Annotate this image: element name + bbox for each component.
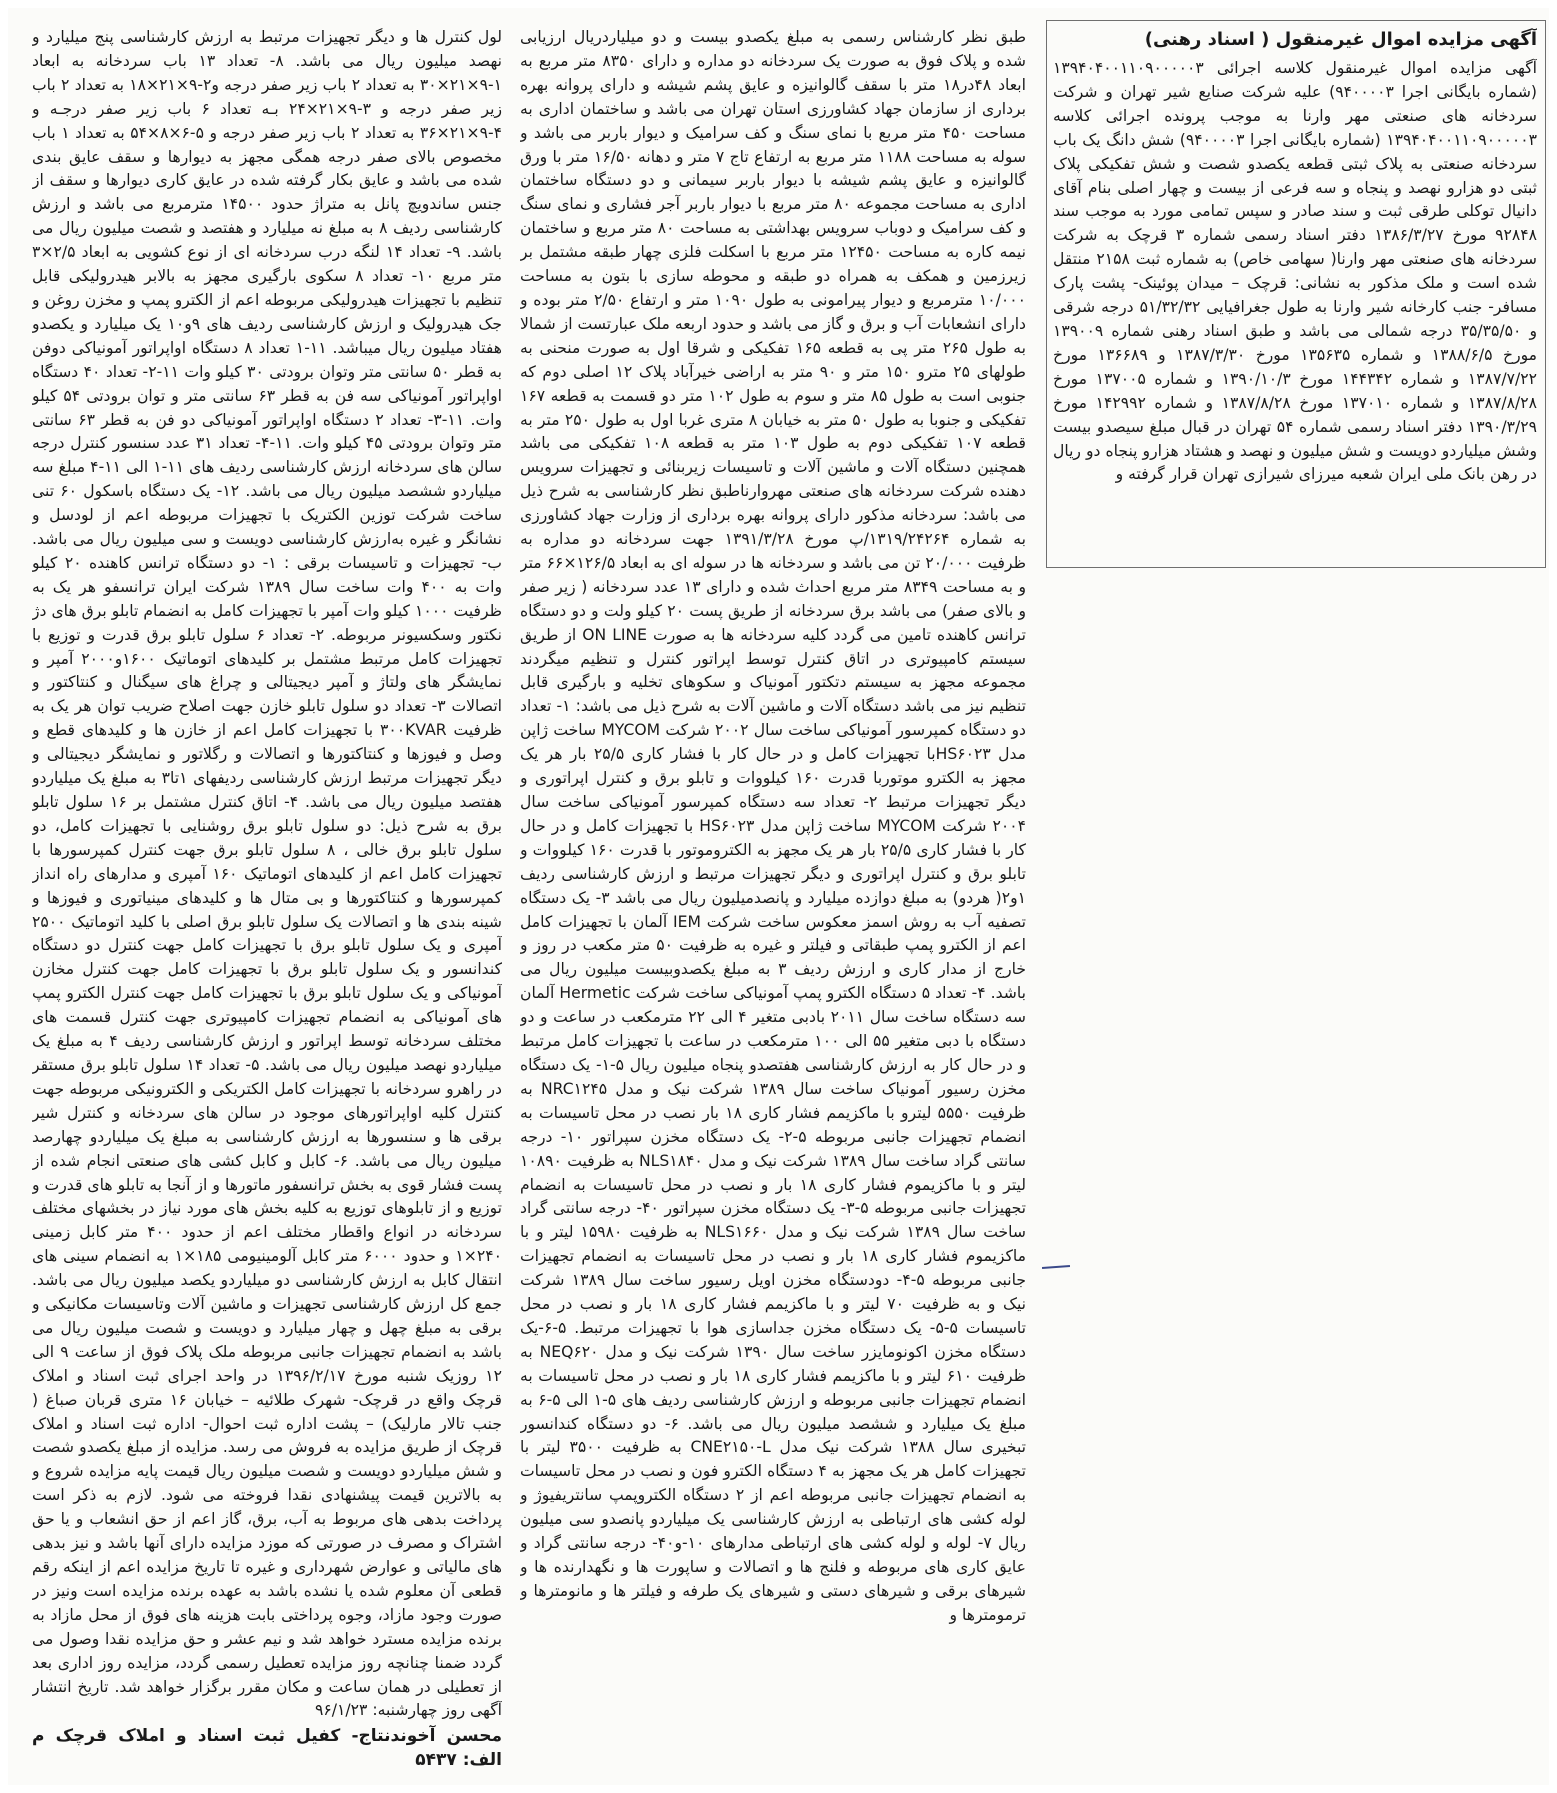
notice-column-middle (520, 26, 1026, 1776)
notice-body-left: لول کنترل ها و دیگر تجهیزات مرتبط به ارزش کارشناسی پنج میلیارد و نهصد میلیون ریال می باشد. ۸- تعداد ۱۳ باب سردخانه به ابعاد ۱-۹×۲۱×۳۰ به تعداد ۲ باب زیر صفر درجه و۲-۹×۲۱×۱۸ به تعداد ۲ باب زیر صفر درجه و ۳-۹×۲۱×۲۴ بـه تعداد ۶ باب زیر صفر درجـه و ۴-۹×۲۱×۳۶ به تعداد ۲ باب زیر صفر درجه و ۵-۶×۸×۵۴ به تعداد ۱ باب مخصوص بالای صفر درجه همگی مجهز به دیوارها و سقف عایق بندی شده می باشد و عایق بکار گرفته شده در عایق کاری دیوارها و سقف از جنس ساندویچ پانل به متراژ حدود ۱۴۵۰۰ مترمربع می باشد و ارزش کارشناسی ردیف ۸ به مبلغ نه میلیارد و هفتصد و شصت میلیون ریال می باشد. ۹- تعداد ۱۴ لنگه درب سردخانه ای از نوع کشویی به ابعاد ۲/۵×۳ متر مربع ۱۰- تعداد ۸ سکوی بارگیری مجهز به بالابر هیدرولیکی قابل تنظیم با تجهیزات هیدرولیکی مربوطه اعم از الکترو پمپ و مخزن روغن و جک هیدرولیک و ارزش کارشناسی ردیف های ۹و۱۰ یک میلیارد و یکصدو هفتاد میلیون ریال میباشد. ۱۱-۱ تعداد ۸ دستگاه اواپراتور آمونیاکی دوفن به قطر ۵۰ سانتی متر وتوان برودتی ۳۰ کیلو وات ۱۱-۲- تعداد ۴۰ دستگاه اواپراتور آمونیاکی سه فن به قطر ۶۳ سانتی متر و توان برودتی ۵۴ کیلو وات. ۱۱-۳- تعداد ۲ دستگاه اواپراتور آمونیاکی دو فن به قطر ۶۳ سانتی متر وتوان برودتی ۴۵ کیلو وات. ۱۱-۴- تعداد ۳۱ عدد سنسور کنترل درجه سالن های سردخانه ارزش کارشناسی ردیف های ۱۱-۱ الی ۱۱-۴ مبلغ سه میلیاردو ششصد میلیون ریال می باشد. ۱۲- یک دستگاه باسکول ۶۰ تنی ساخت شرکت توزین الکتریک با تجهیزات مربوطه اعم از لودسل و نشانگر و غیره به‌ارزش کارشناسی دویست و سی میلیون ریال می باشد. ب- تجهیزات و تاسیسات برقی : ۱- دو دستگاه ترانس کاهنده ۲۰ کیلو وات به ۴۰۰ وات ساخت سال ۱۳۸۹ شرکت ایران ترانسفو هر یک به ظرفیت ۱۰۰۰ کیلو وات آمپر با تجهیزات کامل به انضمام تابلو برق های دژ نکتور وسکسیونر مربوطه. ۲- تعداد ۶ سلول تابلو برق قدرت و توزیع با تجهیزات کامل مرتبط مشتمل بر کلیدهای اتوماتیک ۱۶۰۰و۲۰۰۰ آمپر و نمایشگر های ولتاژ و آمپر دیجیتالی و چراغ های سیگنال و کنتاکتور و اتصالات ۳- تعداد دو سلول تابلو خازن جهت اصلاح ضریب توان هر یک به ظرفیت ۳۰۰KVAR با تجهیزات کامل اعم از خازن ها و کلیدهای قطع و وصل و فیوزها و کنتاکتورها و اتصالات و رگلاتور و نمایشگر دیجیتالی و دیگر تجهیزات مرتبط ارزش کارشناسی ردیفهای ۱تا۳ به مبلغ یک میلیاردو هفتصد میلیون ریال می باشد. ۴- اتاق کنترل مشتمل بر ۱۶ سلول تابلو برق به شرح ذیل: دو سلول تابلو برق روشنایی با تجهیزات کامل، دو سلول تابلو برق خالی ، ۸ سلول تابلو برق جهت کنترل کمپرسورها با تجهیزات کامل اعم از کلیدهای اتوماتیک ۱۶۰ آمپری و مدارهای راه انداز کمپرسورها و کنتاکتورها و بی متال ها و کلیدهای مینیاتوری و فیوزها و شینه بندی ها و اتصالات یک سلول تابلو برق اصلی با کلید اتوماتیک ۲۵۰۰ آمپری و یک سلول تابلو برق با تجهیزات کامل جهت کنترل دو دستگاه کندانسور و یک سلول تابلو برق با تجهیزات کامل جهت کنترل مخازن آمونیاکی و یک سلول تابلو برق با تجهیزات کامل جهت کنترل الکترو پمپ های آمونیاکی به انضمام تجهیزات کامپیوتری جهت کنترل قسمت های مختلف سردخانه توسط اپراتور و ارزش کارشناسی ردیف ۴ به مبلغ یک میلیاردو نهصد میلیون ریال می باشد. ۵- تعداد ۱۴ سلول تابلو برق مستقر در راهرو سردخانه با تجهیزات کامل الکتریکی و الکترونیکی مربوطه جهت کنترل کلیه اواپراتورهای موجود در سالن های سردخانه و کنترل شیر برقی ها و سنسورها به ارزش کارشناسی به مبلغ یک میلیاردو چهارصد میلیون ریال می باشد. ۶- کابل و کابل کشی های صنعتی انجام شده از پست فشار قوی به بخش ترانسفور ماتورها و از آنجا به تابلو های قدرت و توزیع و از تابلوهای توزیع به کلیه بخش های مورد نیاز در بخشهای مختلف سردخانه در انواع واقطار مختلف اعم از حدود ۴۰۰ متر کابل زمینی ۲۴۰×۱ و حدود ۶۰۰۰ متر کابل آلومینیومی ۱۸۵×۱ به انضمام سینی های انتقال کابل به ارزش کارشناسی دو میلیاردو یکصد میلیون ریال می باشد. جمع کل ارزش کارشناسی تجهیزات و ماشین آلات وتاسیسات مکانیکی و برقی به مبلغ چهل و چهار میلیارد و دویست و شصت میلیون ریال می باشد به انضمام تجهیزات جانبی مربوطه ملک پلاک فوق از ساعت ۹ الی ۱۲ روزیک شنبه مورخ ۱۳۹۶/۲/۱۷ در واحد اجرای ثبت اسناد و املاک قرچک واقع در قرچک- شهرک طلائیه – خیابان ۱۶ متری قربان صباغ ( جنب تالار مارلیک) – پشت اداره ثبت احوال- اداره ثبت اسناد و املاک قرچک از طریق مزایده به فروش می رسد. مزایده از مبلغ یکصدو شصت و شش میلیاردو دویست و شصت میلیون ریال قیمت پایه مزایده شروع و به بالاترین قیمت پیشنهادی نقدا فروخته می شود. لازم به ذکر است پرداخت بدهی های مربوط به آب، برق، گاز اعم از حق انشعاب و یا حق اشتراک و مصرف در صورتی که موزد مزایده دارای آنها باشد و نیز بدهی های مالیاتی و عوارض شهرداری و غیره تا تاریخ مزایده اعم از اینکه رقم قطعی آن معلوم شده یا نشده باشد به عهده برنده مزایده است ونیز در صورت وجود مازاد، وجوه پرداختی بابت هزینه های فوق از محل مازاد به برنده مزایده مسترد خواهد شد و نیم عشر و حق مزایده نقدا وصول می گردد ضمنا چنانچه روز مزایده تعطیل رسمی گردد، مزایده روز اداری بعد از تعطیلی در همان ساعت و مکان مقرر برگزار خواهد شد. تاریخ انتشار آگهی روز چهارشنبه: ۹۶/۱/۲۳ (32, 28, 502, 1720)
notice-header-box (1046, 20, 1546, 568)
notice-signature: محسن آخوندنتاج- کفیل ثبت اسناد و املاک قرچک م الف: ۵۴۳۷ (32, 1726, 502, 1771)
pen-mark (1042, 1265, 1070, 1269)
notice-column-left (32, 26, 502, 1776)
notice-body-middle: طبق نظر کارشناس رسمی به مبلغ یکصدو بیست و دو میلیاردریال ارزیابی شده و پلاک فوق به صورت یک سردخانه دو مداره و دارای ۸۳۵۰ متر مربع به ابعاد ۴۸در۱۸ متر با سقف گالوانیزه و عایق پشم شیشه و دارای پروانه بهره برداری از سازمان جهاد کشاورزی استان تهران می باشد و ساختمان اداری به مساحت ۴۵۰ متر مربع با نمای سنگ و کف سرامیک و دیوار باربر می باشد و سوله به مساحت ۱۱۸۸ متر مربع به ارتفاع تاج ۷ متر و دهانه ۱۶/۵۰ متر با ورق گالوانیزه و عایق پشم شیشه با دیوار باربر سیمانی و دو دستگاه ساختمان اداری به مساحت مجموعه ۸۰ متر مربع با دیوار باربر آجر فشاری و نمای سنگ و کف سرامیک و دوباب سرویس بهداشتی به مساحت ۸۰ متر مربع و ساختمان نیمه کاره به مساحت ۱۲۴۵۰ متر مربع با اسکلت فلزی چهار طبقه مشتمل بر زیرزمین و همکف به همراه دو طبقه و محوطه سازی با بتون به مساحت ۱۰/۰۰۰ مترمربع و دیوار پیرامونی به طول ۱۰۹۰ متر و ارتفاع ۲/۵۰ متر بوده و دارای انشعابات آب و برق و گاز می باشد و حدود اربعه ملک عبارتست از شمالا به طول ۲۶۵ متر پی به قطعه ۱۶۵ تفکیکی و شرقا اول به صورت منحنی به طولهای ۲۵ مترو ۱۵۰ متر و ۹۰ متر به اراضی خیرآباد پلاک ۱۲ اصلی دوم که جنوبی است به طول ۸۵ متر و سوم به طول ۱۰۲ متر دو قسمت به قطعه ۱۶۷ تفکیکی و جنوبا به طول ۵۰ متر به خیابان ۸ متری غربا اول به طول ۲۵۰ متر به قطعه ۱۰۷ تفکیکی دوم به طول ۱۰۳ متر به قطعه ۱۰۸ تفکیکی می باشد همچنین دستگاه آلات و ماشین آلات و تاسیسات زیربنائی و تجهیزات سرویس دهنده شرکت سردخانه های صنعتی مهروارناطبق نظر کارشناسی به شرح ذیل می باشد: سردخانه مذکور دارای پروانه بهره برداری از وزارت جهاد کشاورزی به شماره ۱۳۱۹/۲۴۲۶۴/پ مورخ ۱۳۹۱/۳/۲۸ جهت سردخانه دو مداره به ظرفیت ۲۰/۰۰۰ تن می باشد و سردخانه ها در سوله ای به ابعاد ۱۲۶/۵×۶۶ متر و به مساحت ۸۳۴۹ متر مربع احداث شده و دارای ۱۳ عدد سردخانه ( زیر صفر و بالای صفر) می باشد برق سردخانه از طریق پست ۲۰ کیلو ولت و دو دستگاه ترانس کاهنده تامین می گردد کلیه سردخانه ها به صورت ON LINE از طریق سیستم کامپیوتری در اتاق کنترل توسط اپراتور کنترل و تنظیم میگردند مجموعه مجهز به سیستم دتکتور آمونیاک و سکوهای تخلیه و بارگیری قابل تنظیم نیز می باشد دستگاه آلات و ماشین آلات به شرح ذیل می باشد: ۱- تعداد دو دستگاه کمپرسور آمونیاکی ساخت سال ۲۰۰۲ شرکت MYCOM ساخت ژاپن مدل HS۶۰۲۳با تجهیزات کامل و در حال کار با فشار کاری ۲۵/۵ بار هر یک مجهز به الکترو موتوربا قدرت ۱۶۰ کیلووات و تابلو برق و کنترل اپراتوری و دیگر تجهیزات مرتبط ۲- تعداد سه دستگاه کمپرسور آمونیاکی ساخت سال ۲۰۰۴ شرکت MYCOM ساخت ژاپن مدل HS۶۰۲۳ با تجهیزات کامل و در حال کار با فشار کاری ۲۵/۵ بار هر یک مجهز به الکتروموتور با قدرت ۱۶۰ کیلووات و تابلو برق و کنترل اپراتوری و دیگر تجهیزات مرتبط و ارزش کارشناسی ردیف ۱و۲( هردو) به مبلغ دوازده میلیارد و پانصدمیلیون ریال می باشد ۳- یک دستگاه تصفیه آب به روش اسمز معکوس ساخت شرکت IEM آلمان با تجهیزات کامل اعم از الکترو پمپ طبقاتی و فیلتر و غیره به ظرفیت ۵۰ متر مکعب در روز و خارج از مدار کاری و ارزش ردیف ۳ به مبلغ یکصدوبیست میلیون ریال می باشد. ۴- تعداد ۵ دستگاه الکترو پمپ آمونیاکی ساخت شرکت Hermetic آلمان سه دستگاه ساخت سال ۲۰۱۱ بادبی متغیر ۴ الی ۲۲ مترمکعب در ساعت و دو دستگاه با دبی متغیر ۵۵ الی ۱۰۰ مترمکعب در ساعت با تجهیزات کامل مرتبط و در حال کار به ارزش کارشناسی هفتصدو پنجاه میلیون ریال ۵-۱- یک دستگاه مخزن رسیور آمونیاک ساخت سال ۱۳۸۹ شرکت نیک و مدل NRC۱۲۴۵ به ظرفیت ۵۵۵۰ لیترو با ماکزیمم فشار کاری ۱۸ بار نصب در محل تاسیسات به انضمام تجهیزات جانبی مربوطه ۵-۲- یک دستگاه مخزن سپراتور ۱۰- درجه سانتی گراد ساخت سال ۱۳۸۹ شرکت نیک و مدل NLS۱۸۴۰ به ظرفیت ۱۰۸۹۰ لیتر و با ماکزیموم فشار کاری ۱۸ بار و نصب در محل تاسیسات به انضمام تجهیزات جانبی مربوطه ۵-۳- یک دستگاه مخزن سپراتور ۴۰- درجه سانتی گراد ساخت سال ۱۳۸۹ شرکت نیک و مدل NLS۱۶۶۰ به ظرفیت ۱۵۹۸۰ لیتر و با ماکزیموم فشار کاری ۱۸ بار و نصب در محل تاسیسات به انضمام تجهیزات جانبی مربوطه ۵-۴- دودستگاه مخزن اویل رسیور ساخت سال ۱۳۸۹ شرکت نیک و به ظرفیت ۷۰ لیتر و با ماکزیمم فشار کاری ۱۸ بار و نصب در محل تاسیسات ۵-۵- یک دستگاه مخزن جداسازی هوا با تجهیزات مرتبط. ۵-۶-یک دستگاه مخزن اکونومایزر ساخت سال ۱۳۹۰ شرکت نیک و مدل NEQ۶۲۰ به ظرفیت ۶۱۰ لیتر و با ماکزیمم فشار کاری ۱۸ بار و نصب در محل تاسیسات به انضمام تجهیزات جانبی مربوطه و ارزش کارشناسی ردیف های ۵-۱ الی ۵-۶ به مبلغ یک میلیارد و ششصد میلیون ریال می باشد. ۶- دو دستگاه کندانسور تبخیری سال ۱۳۸۸ شرکت نیک مدل CNE۲۱۵۰-L به ظرفیت ۳۵۰۰ لیتر با تجهیزات کامل هر یک مجهز به ۴ دستگاه الکترو فون و نصب در محل تاسیسات به انضمام تجهیزات جانبی مربوطه اعم از ۲ دستگاه الکتروپمپ سانتریفیوژ و لوله کشی های ارتباطی به ارزش کارشناسی یک میلیاردو پانصدو سی میلیون ریال ۷- لوله و لوله کشی های ارتباطی مدارهای ۱۰-و۴۰- درجه سانتی گراد و عایق کاری های مربوطه و فلنج ها و اتصالات و ساپورت ها و نگهدارنده ها و شیرهای برقی و شیرهای دستی و شیرهای یک طرفه و فیلتر ها و مانومترها و ترمومترها و (520, 28, 1026, 1624)
notice-title: آگهی مزایده اموال غیرمنقول ( اسناد رهنی) (1144, 29, 1537, 50)
notice-column-right (1053, 27, 1537, 559)
newspaper-page (8, 8, 1549, 1785)
notice-body-right: آگهی مزایده اموال غیرمنقول کلاسه اجرائی ۱۳۹۴۰۴۰۰۱۱۰۹۰۰۰۰۰۳ (شماره بایگانی اجرا ۹۴۰۰۰۰۳) علیه شرکت صنایع شیر تهران و شرکت سردخانه های صنعتی مهر وارنا به موجب پرونده اجرائی کلاسه ۱۳۹۴۰۴۰۰۱۱۰۹۰۰۰۰۰۳ (شماره بایگانی اجرا ۹۴۰۰۰۰۳) شش دانگ یک باب سردخانه صنعتی به پلاک ثبتی قطعه یکصدو شصت و شش تفکیکی پلاک ثبتی دو هزارو نهصد و پنجاه و سه فرعی از بیست و چهار اصلی بنام آقای دانیال توکلی طرقی ثبت و سند صادر و سپس تمامی مورد به موجب سند ۹۲۸۴۸ مورخ ۱۳۸۶/۳/۲۷ دفتر اسناد رسمی شماره ۳ قرچک به شرکت سردخانه های صنعتی مهر وارنا( سهامی خاص) به شماره ثبت ۲۱۵۸ منتقل شده است و ملک مذکور به نشانی: قرچک – میدان پوئینک- پشت پارک مسافر- جنب کارخانه شیر وارنا به طول جغرافیایی ۵۱/۳۲/۳۲ درجه شرقی و ۳۵/۳۵/۵۰ درجه شمالی می باشد و طبق اسناد رهنی شماره ۱۳۹۰۰۹ مورخ ۱۳۸۸/۶/۵ و شماره ۱۳۵۶۳۵ مورخ ۱۳۸۷/۳/۳۰ و ۱۳۶۶۸۹ مورخ ۱۳۸۷/۷/۲۲ و شماره ۱۴۴۳۴۲ مورخ ۱۳۹۰/۱۰/۳ و شماره ۱۳۷۰۰۵ مورخ ۱۳۸۷/۸/۲۸ و شماره ۱۳۷۰۱۰ مورخ ۱۳۸۷/۸/۲۸ و شماره ۱۴۲۹۹۲ مورخ ۱۳۹۰/۳/۲۹ دفتر اسناد رسمی شماره ۵۴ تهران در قبال مبلغ سیصدو بیست وشش میلیاردو دویست و شش میلیون و نهصد و هشتاد هزارو پنجاه دو ریال در رهن بانک ملی ایران شعبه میرزای شیرازی تهران قرار گرفته و (1053, 59, 1537, 484)
